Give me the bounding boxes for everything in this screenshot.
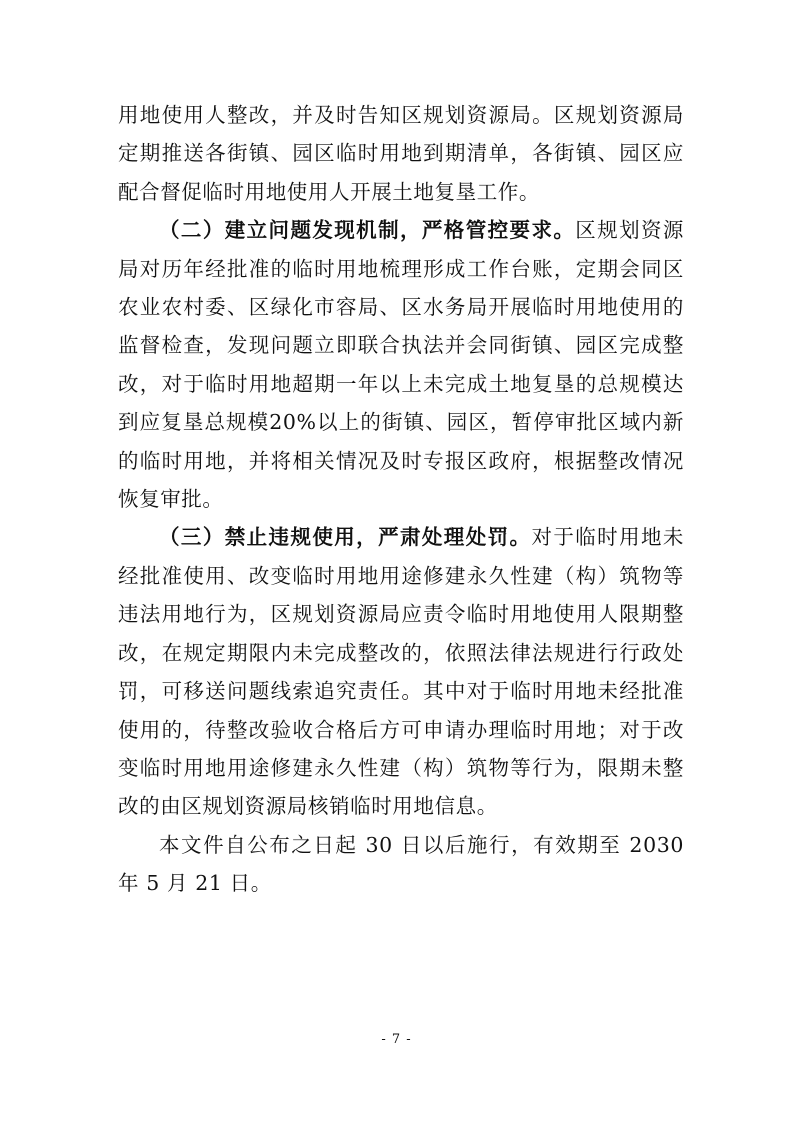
paragraph-section-2 — [118, 211, 684, 518]
section-3-heading: （三）禁止违规使用，严肃处理处罚。 — [159, 525, 532, 550]
document-body — [118, 96, 684, 903]
page-number: - 7 - — [381, 1032, 412, 1047]
paragraph-text: 用地使用人整改，并及时告知区规划资源局。区规划资源局定期推送各街镇、园区临时用地到期清单，各街镇、园区应配合督促临时用地使用人开展土地复垦工作。 — [118, 103, 684, 204]
paragraph-section-3 — [118, 518, 684, 825]
paragraph-effective-date — [118, 826, 684, 903]
paragraph-continuation — [118, 96, 684, 211]
section-2-heading: （二）建立问题发现机制，严格管控要求。 — [159, 218, 576, 243]
paragraph-text: 本文件自公布之日起 30 日以后施行，有效期至 2030 年 5 月 21 日。 — [118, 832, 684, 896]
paragraph-text: 对于临时用地未经批准使用、改变临时用地用途修建永久性建（构）筑物等违法用地行为，区规划资源局应责令临时用地使用人限期整改，在规定期限内未完成整改的，依照法律法规进行行政处罚，可移送问题线索追究责任。其中对于临时用地未经批准使用的，待整改验收合格后方可申请办理临时用地；对于改变临时用地用途修建永久性建（构）筑物等行为，限期未整改的由区规划资源局核销临时用地信息。 — [118, 525, 685, 819]
paragraph-text: 区规划资源局对历年经批准的临时用地梳理形成工作台账，定期会同区农业农村委、区绿化市容局、区水务局开展临时用地使用的监督检查，发现问题立即联合执法并会同街镇、园区完成整改，对于临时用地超期一年以上未完成土地复垦的总规模达到应复垦总规模20%以上的街镇、园区，暂停审批区域内新的临时用地，并将相关情况及时专报区政府，根据整改情况恢复审批。 — [118, 218, 684, 512]
